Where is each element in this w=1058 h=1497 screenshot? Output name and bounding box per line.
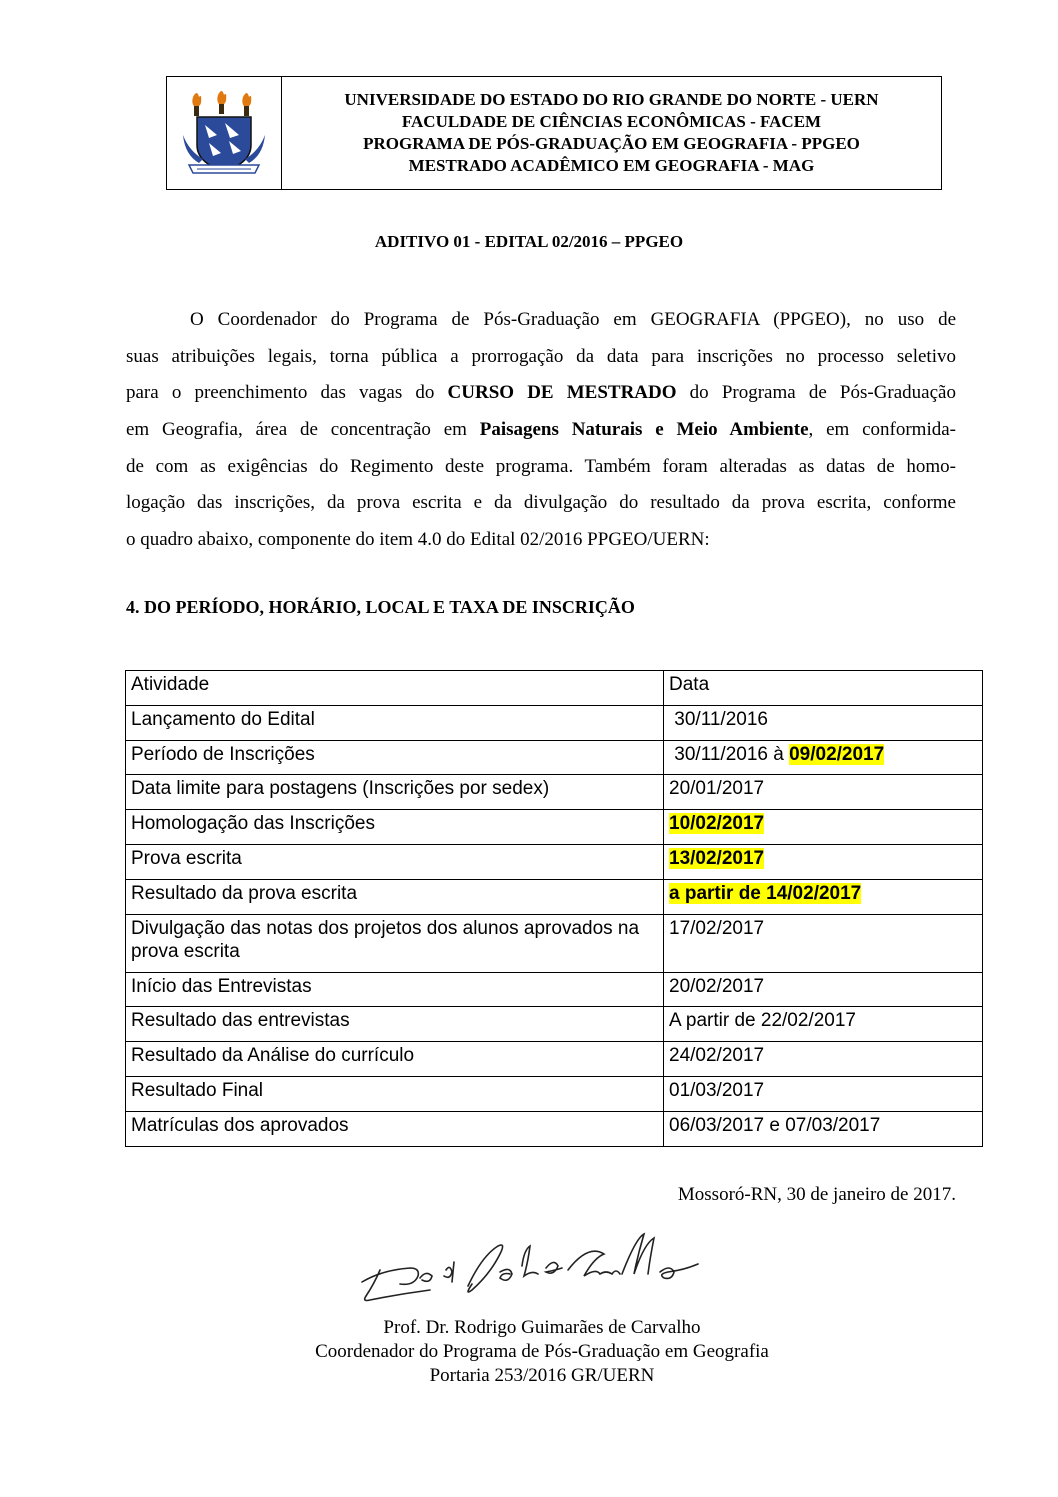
handwritten-signature-icon [350,1222,730,1312]
body-text: suas atribuições legais, torna pública a prorrogação da data para inscrições no processo seletivo [126,345,956,367]
body-text: , em conformida- [808,419,956,441]
signatory-ordinance: Portaria 253/2016 GR/UERN [429,1365,655,1386]
activity-cell: Lançamento do Edital [126,705,664,740]
activity-cell: Resultado das entrevistas [126,1007,664,1042]
table-row [126,879,983,914]
table-row [126,1007,983,1042]
table-row [126,775,983,810]
place-and-date: Mossoró-RN, 30 de janeiro de 2017. [677,1184,956,1205]
activity-cell: Data limite para postagens (Inscrições por sedex) [126,775,664,810]
table-row [126,705,983,740]
header-line-university: UNIVERSIDADE DO ESTADO DO RIO GRANDE DO NORTE - UERN [344,90,879,109]
body-text: do Programa de Pós-Graduação [676,382,956,404]
date-cell: 01/03/2017 [664,1076,983,1111]
activity-cell: Prova escrita [126,844,664,879]
highlighted-date: a partir de 14/02/2017 [669,882,862,904]
date-cell: 20/02/2017 [664,972,983,1007]
concentration-area: Paisagens Naturais e Meio Ambiente [479,419,809,441]
body-text: o quadro abaixo, componente do item 4.0 do Edital 02/2016 PPGEO/UERN: [126,529,710,551]
table-row [126,844,983,879]
signatory-block [0,1316,1058,1388]
table-row [126,810,983,845]
body-line [126,449,956,486]
body-line [126,339,956,376]
body-line [126,522,956,559]
activity-cell: Matrículas dos aprovados [126,1111,664,1146]
body-text: em Geografia, área de concentração em [126,419,480,441]
table-header-row [126,671,983,706]
uern-logo-icon [179,87,269,179]
torch-right-icon [242,93,251,116]
signatory-name: Prof. Dr. Rodrigo Guimarães de Carvalho [383,1317,701,1338]
activity-cell: Resultado da prova escrita [126,879,664,914]
activity-cell: Resultado da Análise do currículo [126,1042,664,1077]
date-cell [664,810,983,845]
course-name: CURSO DE MESTRADO [447,382,677,404]
table-row [126,1076,983,1111]
date-text: 30/11/2016 à [669,743,790,765]
body-line [126,302,956,339]
date-cell [664,740,983,775]
header-line-masters: MESTRADO ACADÊMICO EM GEOGRAFIA - MAG [408,156,815,175]
body-text: de com as exigências do Regimento deste programa. Também foram alteradas as datas de homo- [126,455,956,477]
body-paragraph [126,302,956,559]
institution-name [282,77,941,189]
body-text: O Coordenador do Programa de Pós-Graduação em GEOGRAFIA (PPGEO), no uso de [190,309,956,330]
body-line [126,412,956,449]
body-text: para o preenchimento das vagas do [126,382,448,404]
letterhead [166,76,942,190]
document-title: ADITIVO 01 - EDITAL 02/2016 – PPGEO [374,232,684,251]
table-row [126,1042,983,1077]
table-row [126,972,983,1007]
activity-cell: Período de Inscrições [126,740,664,775]
body-text: logação das inscrições, da prova escrita e da divulgação do resultado da prova escrita, conforme [126,492,956,514]
signatory-role: Coordenador do Programa de Pós-Graduação em Geografia [315,1341,769,1362]
header-cell-activity: Atividade [126,671,664,706]
logo-cell [167,77,282,189]
table-row [126,1111,983,1146]
date-cell: 24/02/2017 [664,1042,983,1077]
activity-cell: Início das Entrevistas [126,972,664,1007]
section-title: 4. DO PERÍODO, HORÁRIO, LOCAL E TAXA DE INSCRIÇÃO [126,597,635,617]
activity-cell: Divulgação das notas dos projetos dos alunos aprovados na prova escrita [126,914,664,972]
header-cell-date: Data [664,671,983,706]
highlighted-date: 13/02/2017 [669,847,765,869]
table-row [126,740,983,775]
highlighted-date: 09/02/2017 [789,743,885,765]
date-cell: 17/02/2017 [664,914,983,972]
activity-cell: Homologação das Inscrições [126,810,664,845]
date-cell [664,879,983,914]
date-cell: 06/03/2017 e 07/03/2017 [664,1111,983,1146]
date-cell [664,844,983,879]
highlighted-date: 10/02/2017 [669,813,765,835]
torch-left-icon [192,93,201,116]
date-cell: 30/11/2016 [664,705,983,740]
header-line-program: PROGRAMA DE PÓS-GRADUAÇÃO EM GEOGRAFIA - PPGEO [363,134,860,153]
body-line [126,375,956,412]
torch-middle-icon [217,91,226,114]
header-line-faculty: FACULDADE DE CIÊNCIAS ECONÔMICAS - FACEM [401,112,822,131]
activity-cell: Resultado Final [126,1076,664,1111]
body-line [126,485,956,522]
date-cell: A partir de 22/02/2017 [664,1007,983,1042]
table-row [126,914,983,972]
schedule-table [125,670,983,1147]
date-cell: 20/01/2017 [664,775,983,810]
